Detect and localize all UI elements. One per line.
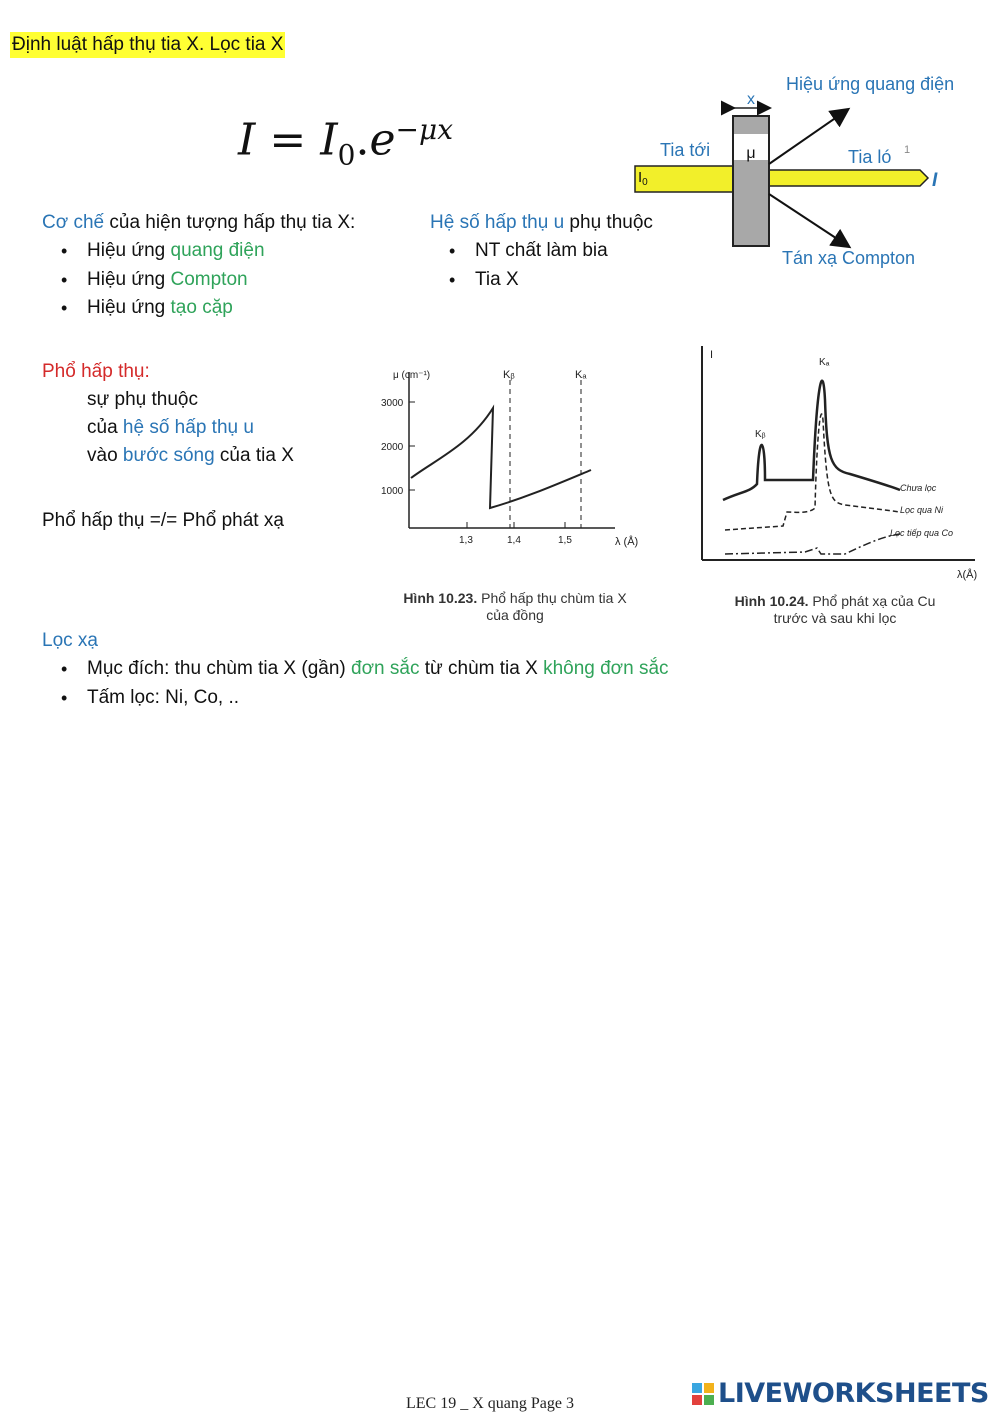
svg-text:Hiệu ứng quang điện: Hiệu ứng quang điện (786, 74, 955, 94)
compton-arrow (769, 194, 848, 246)
svg-text:λ (Å): λ (Å) (615, 536, 639, 548)
svg-text:Lọc tiếp qua Co: Lọc tiếp qua Co (890, 528, 954, 538)
svg-text:μ: μ (746, 145, 756, 162)
absorption-diagram (630, 68, 980, 273)
liveworksheets-logo: LIVEWORKSHEETS (692, 1378, 989, 1409)
absorption-heading: Phổ hấp thụ: (42, 361, 150, 382)
svg-text:x: x (747, 91, 755, 108)
svg-text:1,4: 1,4 (507, 535, 521, 546)
svg-text:Chưa lọc: Chưa lọc (900, 483, 937, 493)
curve-unfiltered (723, 381, 900, 500)
svg-text:Tán xạ Compton: Tán xạ Compton (782, 248, 916, 268)
absorption-spectrum-figure (375, 360, 655, 560)
mechanism-heading: Cơ chế của hiện tượng hấp thụ tia X: (42, 212, 356, 233)
svg-text:1000: 1000 (381, 486, 404, 497)
filter-list (42, 655, 669, 712)
svg-text:1,5: 1,5 (558, 535, 572, 546)
absorption-vs-emission: Phổ hấp thụ =/= Phổ phát xạ (42, 510, 284, 531)
svg-text:I0: $I_0$ (638, 169, 648, 188)
filter-heading: Lọc xạ (42, 630, 98, 651)
page-footer: LEC 19 _ X quang Page 3 (406, 1395, 574, 1412)
curve-co-filtered (725, 534, 900, 554)
fig1-caption: Hình 10.23. Phổ hấp thụ chùm tia X của đồng (403, 590, 627, 623)
svg-text:Tia ló: Tia ló (848, 147, 892, 167)
emission-spectrum-figure (695, 340, 985, 585)
svg-text:1,3: 1,3 (459, 535, 473, 546)
photoelectric-arrow (769, 110, 847, 164)
list-item: • Hiệu ứng Compton (42, 266, 265, 295)
list-item: • Tia X (430, 266, 608, 295)
svg-text:Kᵦ: Kᵦ (503, 369, 515, 381)
logo-grid-icon (692, 1383, 714, 1405)
list-item: • Mục đích: thu chùm tia X (gần) đơn sắc từ chùm tia X không đơn sắc (42, 655, 669, 684)
fig2-caption: Hình 10.24. Phổ phát xạ của Cu trước và sau khi lọc (734, 593, 936, 626)
attenuation-formula: $I = I_0.e^{-\mu x}$ (238, 113, 453, 172)
svg-text:1: 1 (904, 144, 911, 156)
list-item: • Hiệu ứng quang điện (42, 237, 265, 266)
svg-text:3000: 3000 (381, 398, 404, 409)
mechanism-list (42, 237, 265, 323)
svg-text:Tia tới: Tia tới (660, 140, 711, 160)
incident-beam (635, 166, 733, 192)
absorption-line-3: vào bước sóng của tia X (87, 445, 294, 466)
exit-beam (768, 170, 928, 186)
svg-text:I: I (710, 349, 714, 361)
svg-text:Kₐ: Kₐ (575, 369, 587, 381)
coefficient-list (430, 237, 608, 294)
absorption-line-1: sự phụ thuộc (87, 389, 198, 410)
list-item: • NT chất làm bia (430, 237, 608, 266)
svg-text:λ(Å): λ(Å) (957, 569, 978, 581)
svg-text:2000: 2000 (381, 442, 404, 453)
svg-text:Kᵦ: Kᵦ (755, 429, 766, 440)
list-item: • Hiệu ứng tạo cặp (42, 294, 265, 323)
page-title: Định luật hấp thụ tia X. Lọc tia X (10, 33, 285, 57)
svg-text:Kₐ: Kₐ (819, 357, 830, 368)
absorption-curve (411, 408, 591, 508)
coefficient-heading: Hệ số hấp thụ u phụ thuộc (430, 212, 653, 233)
list-item: • Tấm lọc: Ni, Co, .. (42, 684, 669, 713)
absorption-line-2: của hệ số hấp thụ u (87, 417, 254, 438)
svg-text:I: I (932, 170, 938, 191)
svg-text:μ (cm⁻¹): μ (cm⁻¹) (393, 370, 431, 381)
svg-text:Lọc qua Ni: Lọc qua Ni (900, 505, 944, 515)
